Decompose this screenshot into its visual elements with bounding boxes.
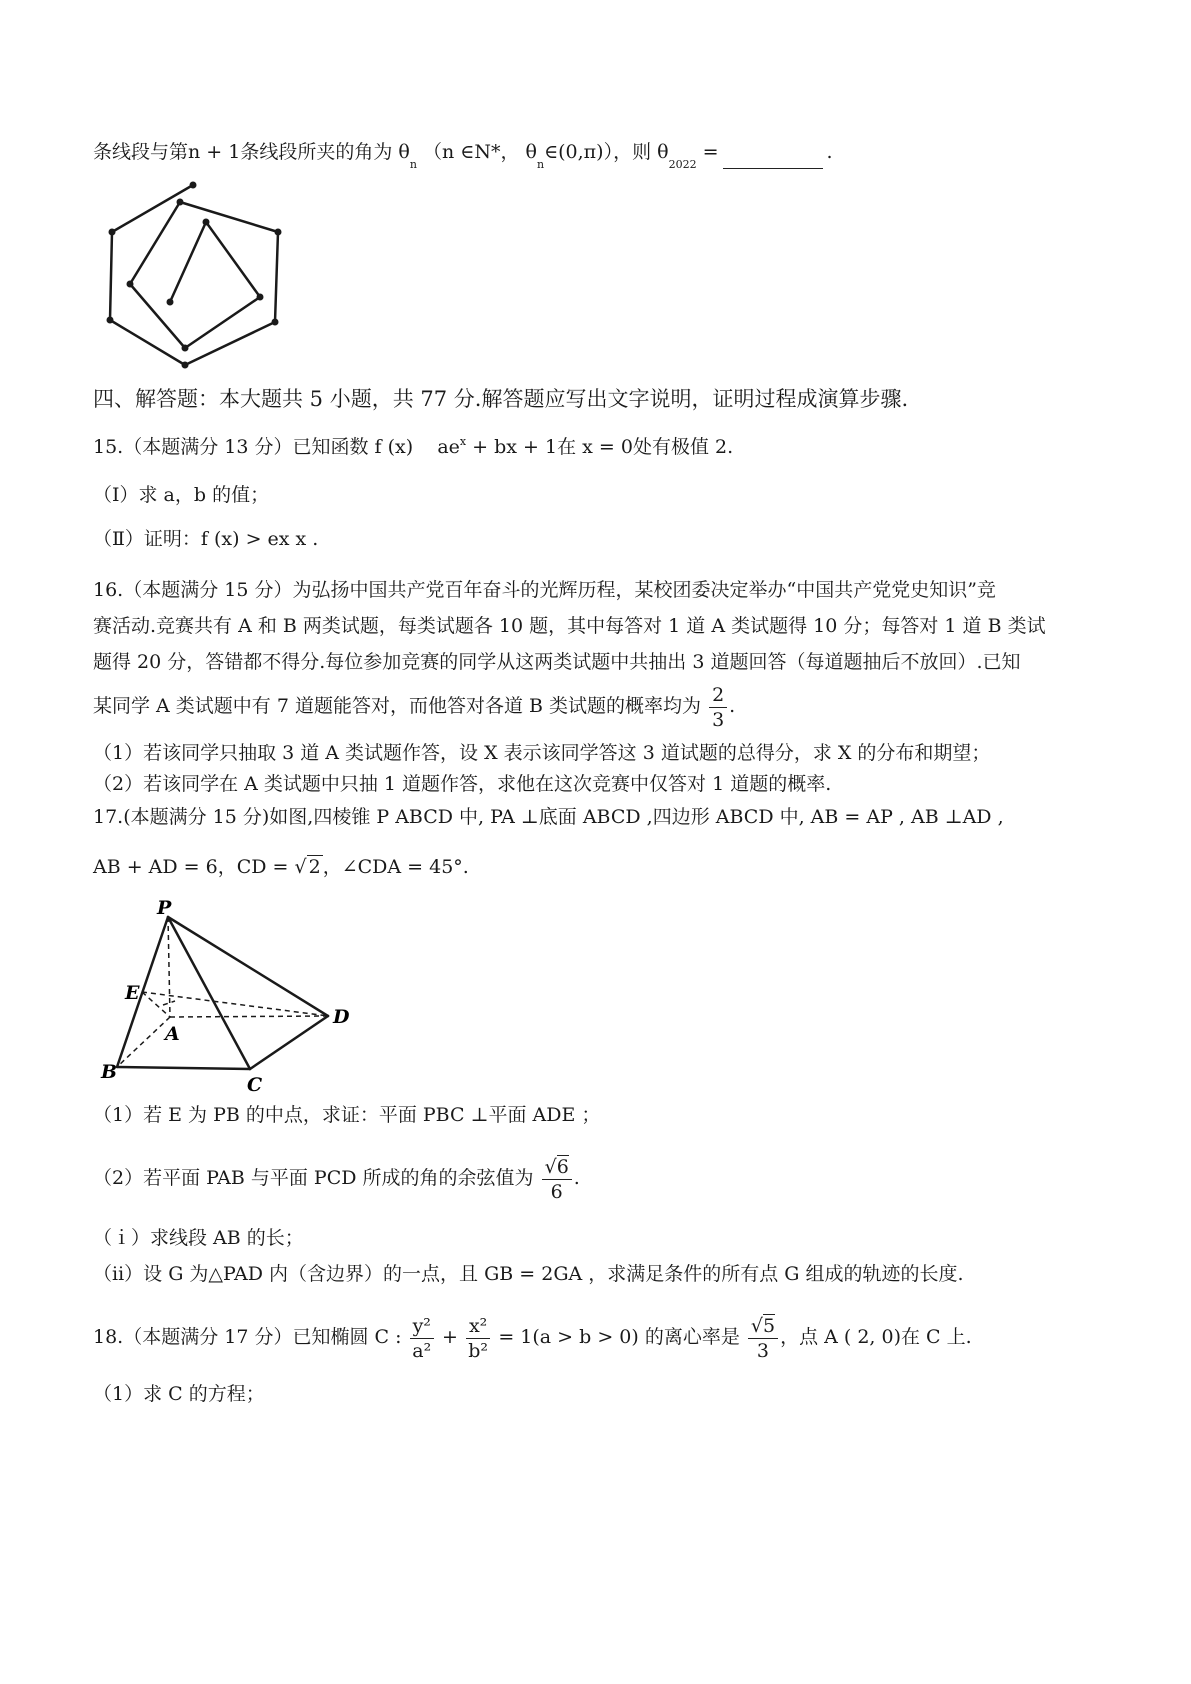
section-heading: 四、解答题：本大题共 5 小题，共 77 分.解答题应写出文字说明，证明过程成演算步骤. (93, 387, 909, 411)
math: = 1(a > b > 0) 的离心率是 (498, 1326, 740, 1348)
label-A: A (165, 1023, 180, 1045)
subscript: n (409, 158, 417, 171)
question-17-subpart-i: （ｉ）求线段 AB 的长； (93, 1227, 304, 1249)
fraction (709, 683, 727, 732)
fraction (410, 1314, 434, 1363)
math: f (x) (374, 436, 414, 458)
problem-14-tail (93, 138, 833, 169)
denominator: a² (412, 1339, 432, 1362)
text: n + 1 (188, 141, 241, 163)
text: = (702, 141, 719, 163)
superscript: x (459, 435, 467, 448)
numerator: 2 (709, 683, 727, 708)
label-C: C (247, 1074, 263, 1095)
subscript: n (536, 158, 545, 171)
sqrt: √ 2 (294, 856, 321, 878)
label-B: B (101, 1061, 118, 1083)
radicand: 2 (308, 856, 321, 878)
question-16-line-1: 16.（本题满分 15 分）为弘扬中国共产党百年奋斗的光辉历程，某校团委决定举办“中国共产党党史知识”竞 (93, 579, 996, 601)
math: ae (437, 436, 460, 458)
question-15 (93, 433, 733, 464)
subscript: 2022 (668, 158, 697, 171)
theta-symbol: θ (398, 141, 410, 163)
math: C : (374, 1326, 402, 1348)
spiral-figure (100, 175, 300, 375)
numerator: √5 (748, 1314, 778, 1339)
answer-blank (723, 150, 823, 169)
numerator: √6 (542, 1155, 572, 1180)
text: 某同学 A 类试题中有 7 道题能答对，而他答对各道 B 类试题的概率均为 (93, 695, 702, 717)
question-17-part-2 (93, 1146, 580, 1210)
fraction (542, 1155, 572, 1204)
denominator: 3 (712, 708, 725, 731)
question-18-part-1: （1）求 C 的方程； (93, 1383, 265, 1405)
question-16-line-2: 赛活动.竞赛共有 A 和 B 两类试题，每类试题各 10 题，其中每答对 1 道 A 类试题得 10 分；每答对 1 道 B 类试 (93, 615, 1046, 637)
label-E: E (125, 982, 140, 1004)
label-D: D (333, 1006, 350, 1028)
denominator: 3 (756, 1339, 770, 1362)
denominator: 6 (550, 1180, 563, 1203)
question-15-part-1: （Ⅰ）求 a，b 的值； (93, 484, 270, 506)
text: （2）若平面 PAB 与平面 PCD 所成的角的余弦值为 (93, 1167, 534, 1189)
question-17-line-2 (93, 853, 469, 881)
text: . (826, 141, 833, 163)
text: ，∠CDA = 45°. (322, 856, 469, 878)
question-15-part-2 (93, 525, 318, 553)
numerator: y² (410, 1314, 434, 1339)
text: 条线段与第 (93, 141, 189, 163)
text: 15.（本题满分 13 分）已知函数 (93, 436, 369, 458)
text: . (729, 695, 736, 717)
text: 18.（本题满分 17 分）已知椭圆 (93, 1326, 369, 1348)
text: 处有极值 2. (632, 436, 734, 458)
text: 条线段所夹的角为 (240, 141, 393, 163)
math: x = 0 (582, 436, 633, 458)
question-17-subpart-ii: （ⅱ）设 G 为△PAD 内（含边界）的一点，且 GB = 2GA ，求满足条件的所有点 G 组成的轨迹的长度. (93, 1263, 964, 1285)
question-16-line-4 (93, 676, 735, 736)
question-16-part-1: （1）若该同学只抽取 3 道 A 类试题作答，设 X 表示该同学答这 3 道试题的总得分，求 X 的分布和期望； (93, 742, 991, 764)
text: （Ⅱ）证明： (93, 528, 201, 550)
text: （n ∈N*， (423, 141, 520, 163)
math: + (441, 1326, 458, 1348)
text: ，点 A ( 2, 0)在 C 上. (780, 1326, 972, 1348)
text: ∈(0,π)），则 (544, 141, 652, 163)
pyramid-figure (95, 895, 365, 1095)
question-16-part-2: （2）若该同学在 A 类试题中只抽 1 道题作答，求他在这次竞赛中仅答对 1 道题的概率. (93, 773, 832, 795)
text: . (573, 1167, 580, 1189)
label-P: P (157, 897, 172, 919)
question-18 (93, 1305, 972, 1369)
math: f (x) > ex x . (200, 528, 319, 550)
radicand: 6 (556, 1155, 569, 1178)
fraction (748, 1314, 778, 1363)
numerator: x² (466, 1314, 490, 1339)
fraction (466, 1314, 490, 1363)
theta-symbol: θ (657, 141, 669, 163)
question-17-line-1: 17.(本题满分 15 分)如图,四棱锥 P ABCD 中, PA ⊥底面 ABCD ,四边形 ABCD 中, AB = AP , AB ⊥AD , (93, 806, 1004, 828)
radicand: 5 (762, 1314, 776, 1337)
math: + bx + 1 (472, 436, 558, 458)
text: AB + AD = 6，CD = (93, 856, 289, 878)
theta-symbol: θ (525, 141, 537, 163)
denominator: b² (468, 1339, 488, 1362)
text: 在 (557, 436, 577, 458)
question-17-part-1: （1）若 E 为 PB 的中点，求证：平面 PBC ⊥平面 ADE ； (93, 1104, 601, 1126)
question-16-line-3: 题得 20 分，答错都不得分.每位参加竞赛的同学从这两类试题中共抽出 3 道题回答（每道题抽后不放回）.已知 (93, 651, 1021, 673)
